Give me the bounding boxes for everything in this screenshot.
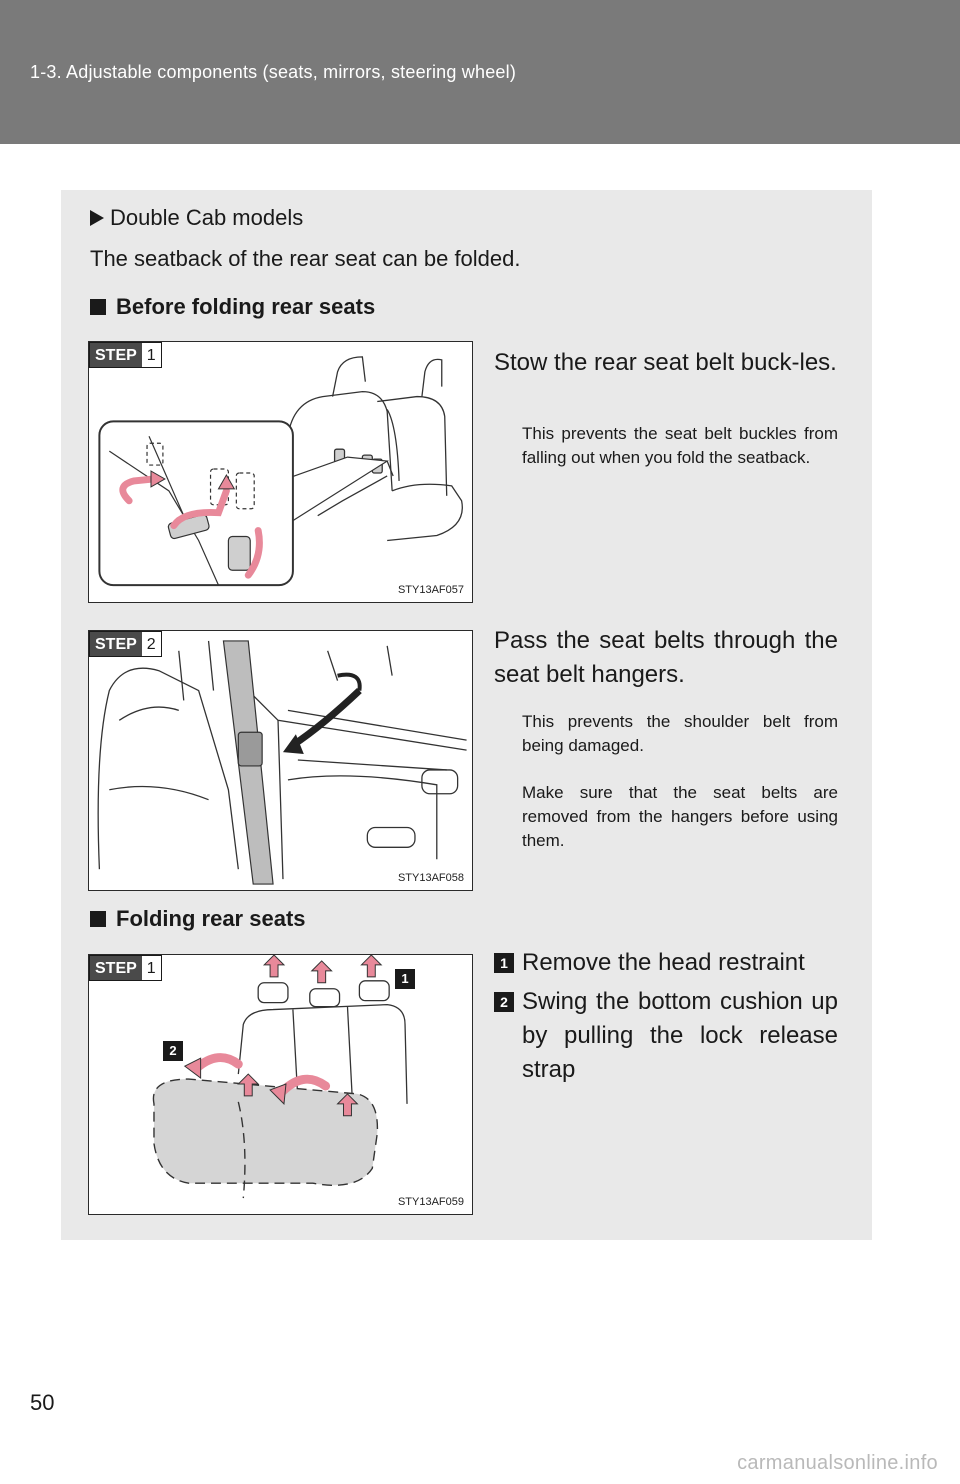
seat-buckle-illustration xyxy=(89,342,472,602)
step-tag: STEP 1 xyxy=(89,955,162,981)
figure-code: STY13AF058 xyxy=(397,872,464,884)
step-tag: STEP 2 xyxy=(89,631,162,657)
figure-code: STY13AF059 xyxy=(397,1196,464,1208)
figure-fold-rear-seats xyxy=(88,954,473,1215)
step2-note-2: Make sure that the seat belts are removed from the hangers before using them. xyxy=(522,783,838,850)
section-title: 1-3. Adjustable components (seats, mirrors, steering wheel) xyxy=(30,62,517,82)
figure-stow-buckles xyxy=(88,341,473,603)
step2-instruction: Pass the seat belts through the seat belt hangers. xyxy=(494,627,838,688)
step2-note-1: This prevents the shoulder belt from being damaged. xyxy=(522,712,838,755)
number-badge: 2 xyxy=(494,992,514,1012)
rear-seat-fold-illustration xyxy=(89,955,472,1214)
page-header xyxy=(0,0,960,144)
numbered-item-1: 1 Remove the head restraint xyxy=(494,946,838,980)
number-badge: 1 xyxy=(494,953,514,973)
figure-code: STY13AF057 xyxy=(397,584,464,596)
model-label: Double Cab models xyxy=(90,205,303,231)
figure-seat-belt-hangers xyxy=(88,630,473,891)
step1-instruction: Stow the rear seat belt buck-les. xyxy=(494,349,837,376)
triangle-bullet-icon xyxy=(90,210,104,226)
page-number: 50 xyxy=(30,1390,55,1415)
square-bullet-icon xyxy=(90,911,106,927)
intro-text: The seatback of the rear seat can be folded. xyxy=(90,246,521,271)
square-bullet-icon xyxy=(90,299,106,315)
callout-badge-1: 1 xyxy=(395,969,415,989)
step1-note: This prevents the seat belt buckles from falling out when you fold the seatback. xyxy=(522,424,838,467)
seat-belt-hanger-illustration xyxy=(89,631,472,890)
section-heading-before-folding: Before folding rear seats xyxy=(90,294,375,320)
callout-badge-2: 2 xyxy=(163,1041,183,1061)
step-tag: STEP 1 xyxy=(89,342,162,368)
watermark: carmanualsonline.info xyxy=(737,1452,938,1474)
numbered-item-2: 2 Swing the bottom cushion up by pulling the lock release strap xyxy=(494,985,838,1087)
section-heading-folding: Folding rear seats xyxy=(90,906,306,932)
